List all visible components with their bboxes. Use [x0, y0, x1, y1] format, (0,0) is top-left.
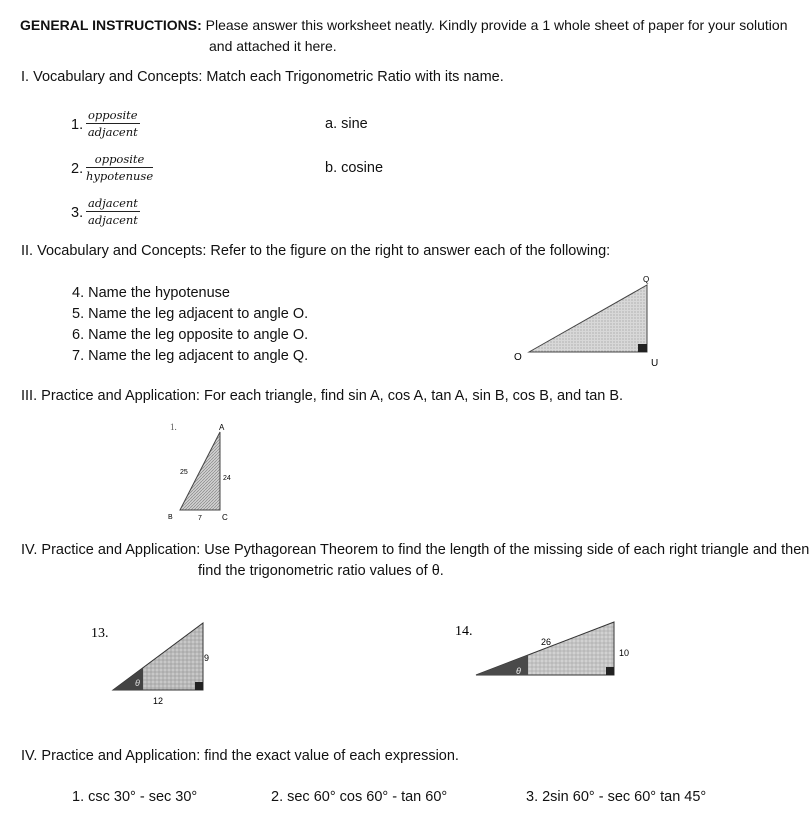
vertex-b-label: B: [168, 514, 173, 521]
vertex-u-label: U: [651, 358, 659, 369]
section5-title: IV. Practice and Application: find the exact value of each expression.: [21, 748, 459, 764]
section3-title: III. Practice and Application: For each triangle, find sin A, cos A, tan A, sin B, cos B, and tan B.: [21, 388, 624, 404]
vertex-q-label: Q: [643, 275, 650, 284]
general-instructions: [20, 17, 787, 33]
instructions-label: GENERAL INSTRUCTIONS:: [20, 17, 202, 33]
vertex-a-label: A: [219, 423, 225, 432]
vertex-c-label: C: [222, 513, 228, 522]
expression-1: 1. csc 30° - sec 30°: [72, 789, 198, 805]
instructions-line2: and attached it here.: [209, 38, 337, 54]
item3-fraction: [86, 196, 140, 227]
leg-24-label: 24: [223, 475, 231, 482]
item3-numerator: adjacent: [88, 196, 138, 210]
section4-title-line2: find the trigonometric ratio values of θ.: [198, 563, 444, 579]
figure-number-1: 1.: [170, 422, 177, 432]
hyp-26-label: 26: [541, 637, 552, 647]
right-angle-marker-13: [195, 682, 203, 690]
question-7: 7. Name the leg adjacent to angle Q.: [72, 348, 309, 364]
right-angle-marker: [638, 344, 647, 352]
side-9-label: 9: [204, 653, 210, 663]
side-10-label: 10: [619, 648, 630, 658]
leg-7-label: 7: [198, 515, 202, 522]
question-5: 5. Name the leg adjacent to angle O.: [72, 306, 309, 322]
hypotenuse-25-label: 25: [180, 469, 188, 476]
section4-title: IV. Practice and Application: Use Pythagorean Theorem to find the length of the missing side of each right triangle and then: [21, 542, 810, 558]
section1-title: I. Vocabulary and Concepts: Match each Trigonometric Ratio with its name.: [21, 69, 504, 85]
item2-numerator: opposite: [86, 152, 153, 168]
item3-number: 3.: [71, 205, 84, 221]
item1-fraction: [86, 108, 140, 139]
item1-denominator: adjacent: [87, 125, 138, 139]
figure-number-13: 13.: [91, 626, 109, 641]
expression-2: 2. sec 60° cos 60° - tan 60°: [271, 789, 448, 805]
side-12-label: 12: [153, 696, 164, 706]
angle-theta-14: θ: [516, 666, 521, 676]
section2-title: II. Vocabulary and Concepts: Refer to the figure on the right to answer each of the following:: [21, 243, 611, 259]
angle-theta-13: θ: [135, 678, 140, 688]
expression-3: 3. 2sin 60° - sec 60° tan 45°: [526, 789, 707, 805]
figure-number-14: 14.: [455, 624, 473, 639]
question-6: 6. Name the leg opposite to angle O.: [72, 327, 309, 343]
triangle-oqu-figure: [505, 272, 665, 372]
item2-fraction: [86, 152, 153, 183]
item2-denominator: hypotenuse: [86, 169, 154, 183]
choice-a: a. sine: [325, 116, 368, 132]
choice-b: b. cosine: [325, 160, 384, 176]
right-angle-marker-14: [606, 667, 614, 675]
item2-number: 2.: [71, 161, 84, 177]
item1-numerator: opposite: [88, 108, 138, 122]
question-4: 4. Name the hypotenuse: [72, 285, 230, 301]
item3-denominator: adjacent: [88, 213, 138, 227]
instructions-text: Please answer this worksheet neatly. Kindly provide a 1 whole sheet of paper for your solution: [201, 17, 788, 33]
vertex-o-label: O: [514, 352, 522, 363]
triangle-abc-figure: [160, 418, 250, 523]
triangle-oqu: [529, 285, 647, 352]
triangle-13: [113, 623, 203, 690]
item1-number: 1.: [71, 117, 84, 133]
triangle-14-figure: [450, 617, 630, 687]
triangle-13-figure: [85, 618, 235, 718]
